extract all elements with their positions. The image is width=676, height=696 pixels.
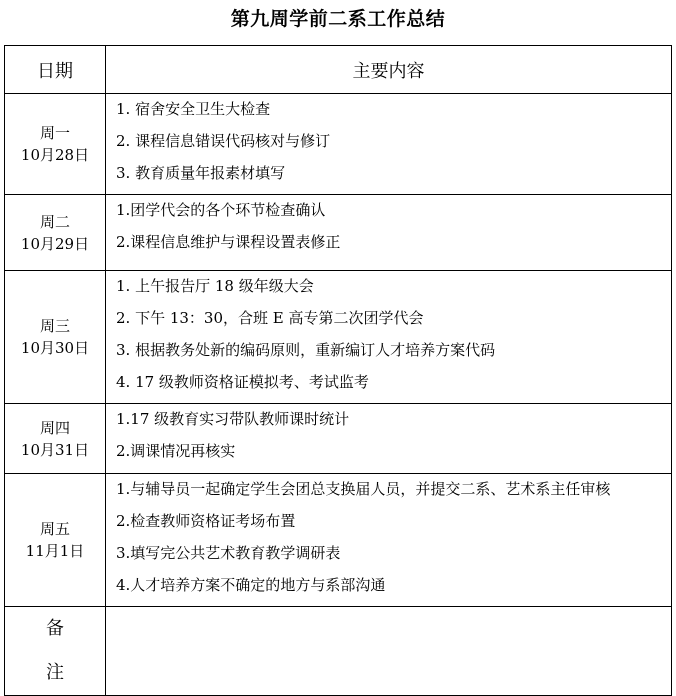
list-item: 1.与辅导员一起确定学生会团总支换届人员，并提交二系、艺术系主任审核 [116, 480, 611, 498]
table-row [5, 404, 672, 474]
notes-row [5, 607, 672, 696]
content-cell [106, 404, 672, 474]
date-cell [5, 195, 106, 271]
content-cell [106, 474, 672, 607]
weekday-label: 周四 [39, 418, 70, 437]
content-cell [106, 195, 672, 271]
date-label: 10月28日 [20, 146, 90, 164]
header-date: 日期 [5, 46, 106, 94]
date-label: 10月29日 [20, 234, 90, 253]
list-item: 4.人才培养方案不确定的地方与系部沟通 [116, 576, 386, 594]
list-item: 1.17 级教育实习带队教师课时统计 [116, 410, 350, 428]
date-label: 10月31日 [20, 440, 90, 459]
date-label: 10月30日 [20, 339, 90, 357]
date-cell [5, 94, 106, 195]
table-row [5, 195, 672, 271]
list-item: 4. 17 级教师资格证模拟考、考试监考 [116, 373, 369, 391]
notes-label-char: 备 [46, 618, 64, 639]
date-cell [5, 271, 106, 404]
table-row [5, 474, 672, 607]
weekday-label: 周一 [39, 124, 70, 142]
list-item: 2. 课程信息错误代码核对与修订 [116, 132, 331, 150]
date-cell [5, 404, 106, 474]
table-header-row [5, 46, 672, 94]
list-item: 1. 宿舍安全卫生大检查 [116, 100, 271, 118]
list-item: 1. 上午报告厅 18 级年级大会 [116, 277, 314, 295]
header-content: 主要内容 [106, 46, 672, 94]
content-cell [106, 94, 672, 195]
list-item: 1.团学代会的各个环节检查确认 [116, 201, 326, 219]
weekday-label: 周五 [39, 520, 70, 538]
list-item: 2.调课情况再核实 [116, 442, 236, 460]
list-item: 3.填写完公共艺术教育教学调研表 [116, 544, 341, 562]
weekday-label: 周三 [39, 317, 70, 335]
list-item: 3. 根据教务处新的编码原则，重新编订人才培养方案代码 [116, 341, 496, 359]
notes-content-cell [106, 607, 672, 696]
table-row [5, 271, 672, 404]
summary-table [4, 45, 672, 696]
date-label: 11月1日 [25, 542, 85, 560]
table-row [5, 94, 672, 195]
weekday-label: 周二 [39, 212, 70, 231]
date-cell [5, 474, 106, 607]
list-item: 3. 教育质量年报素材填写 [116, 164, 286, 182]
notes-label-cell [5, 607, 106, 696]
list-item: 2. 下午 13：30，合班 E 高专第二次团学代会 [116, 309, 424, 327]
list-item: 2.检查教师资格证考场布置 [116, 512, 296, 530]
notes-label-char: 注 [46, 662, 64, 683]
content-cell [106, 271, 672, 404]
page-title: 第九周学前二系工作总结 [230, 8, 446, 30]
list-item: 2.课程信息维护与课程设置表修正 [116, 233, 341, 251]
